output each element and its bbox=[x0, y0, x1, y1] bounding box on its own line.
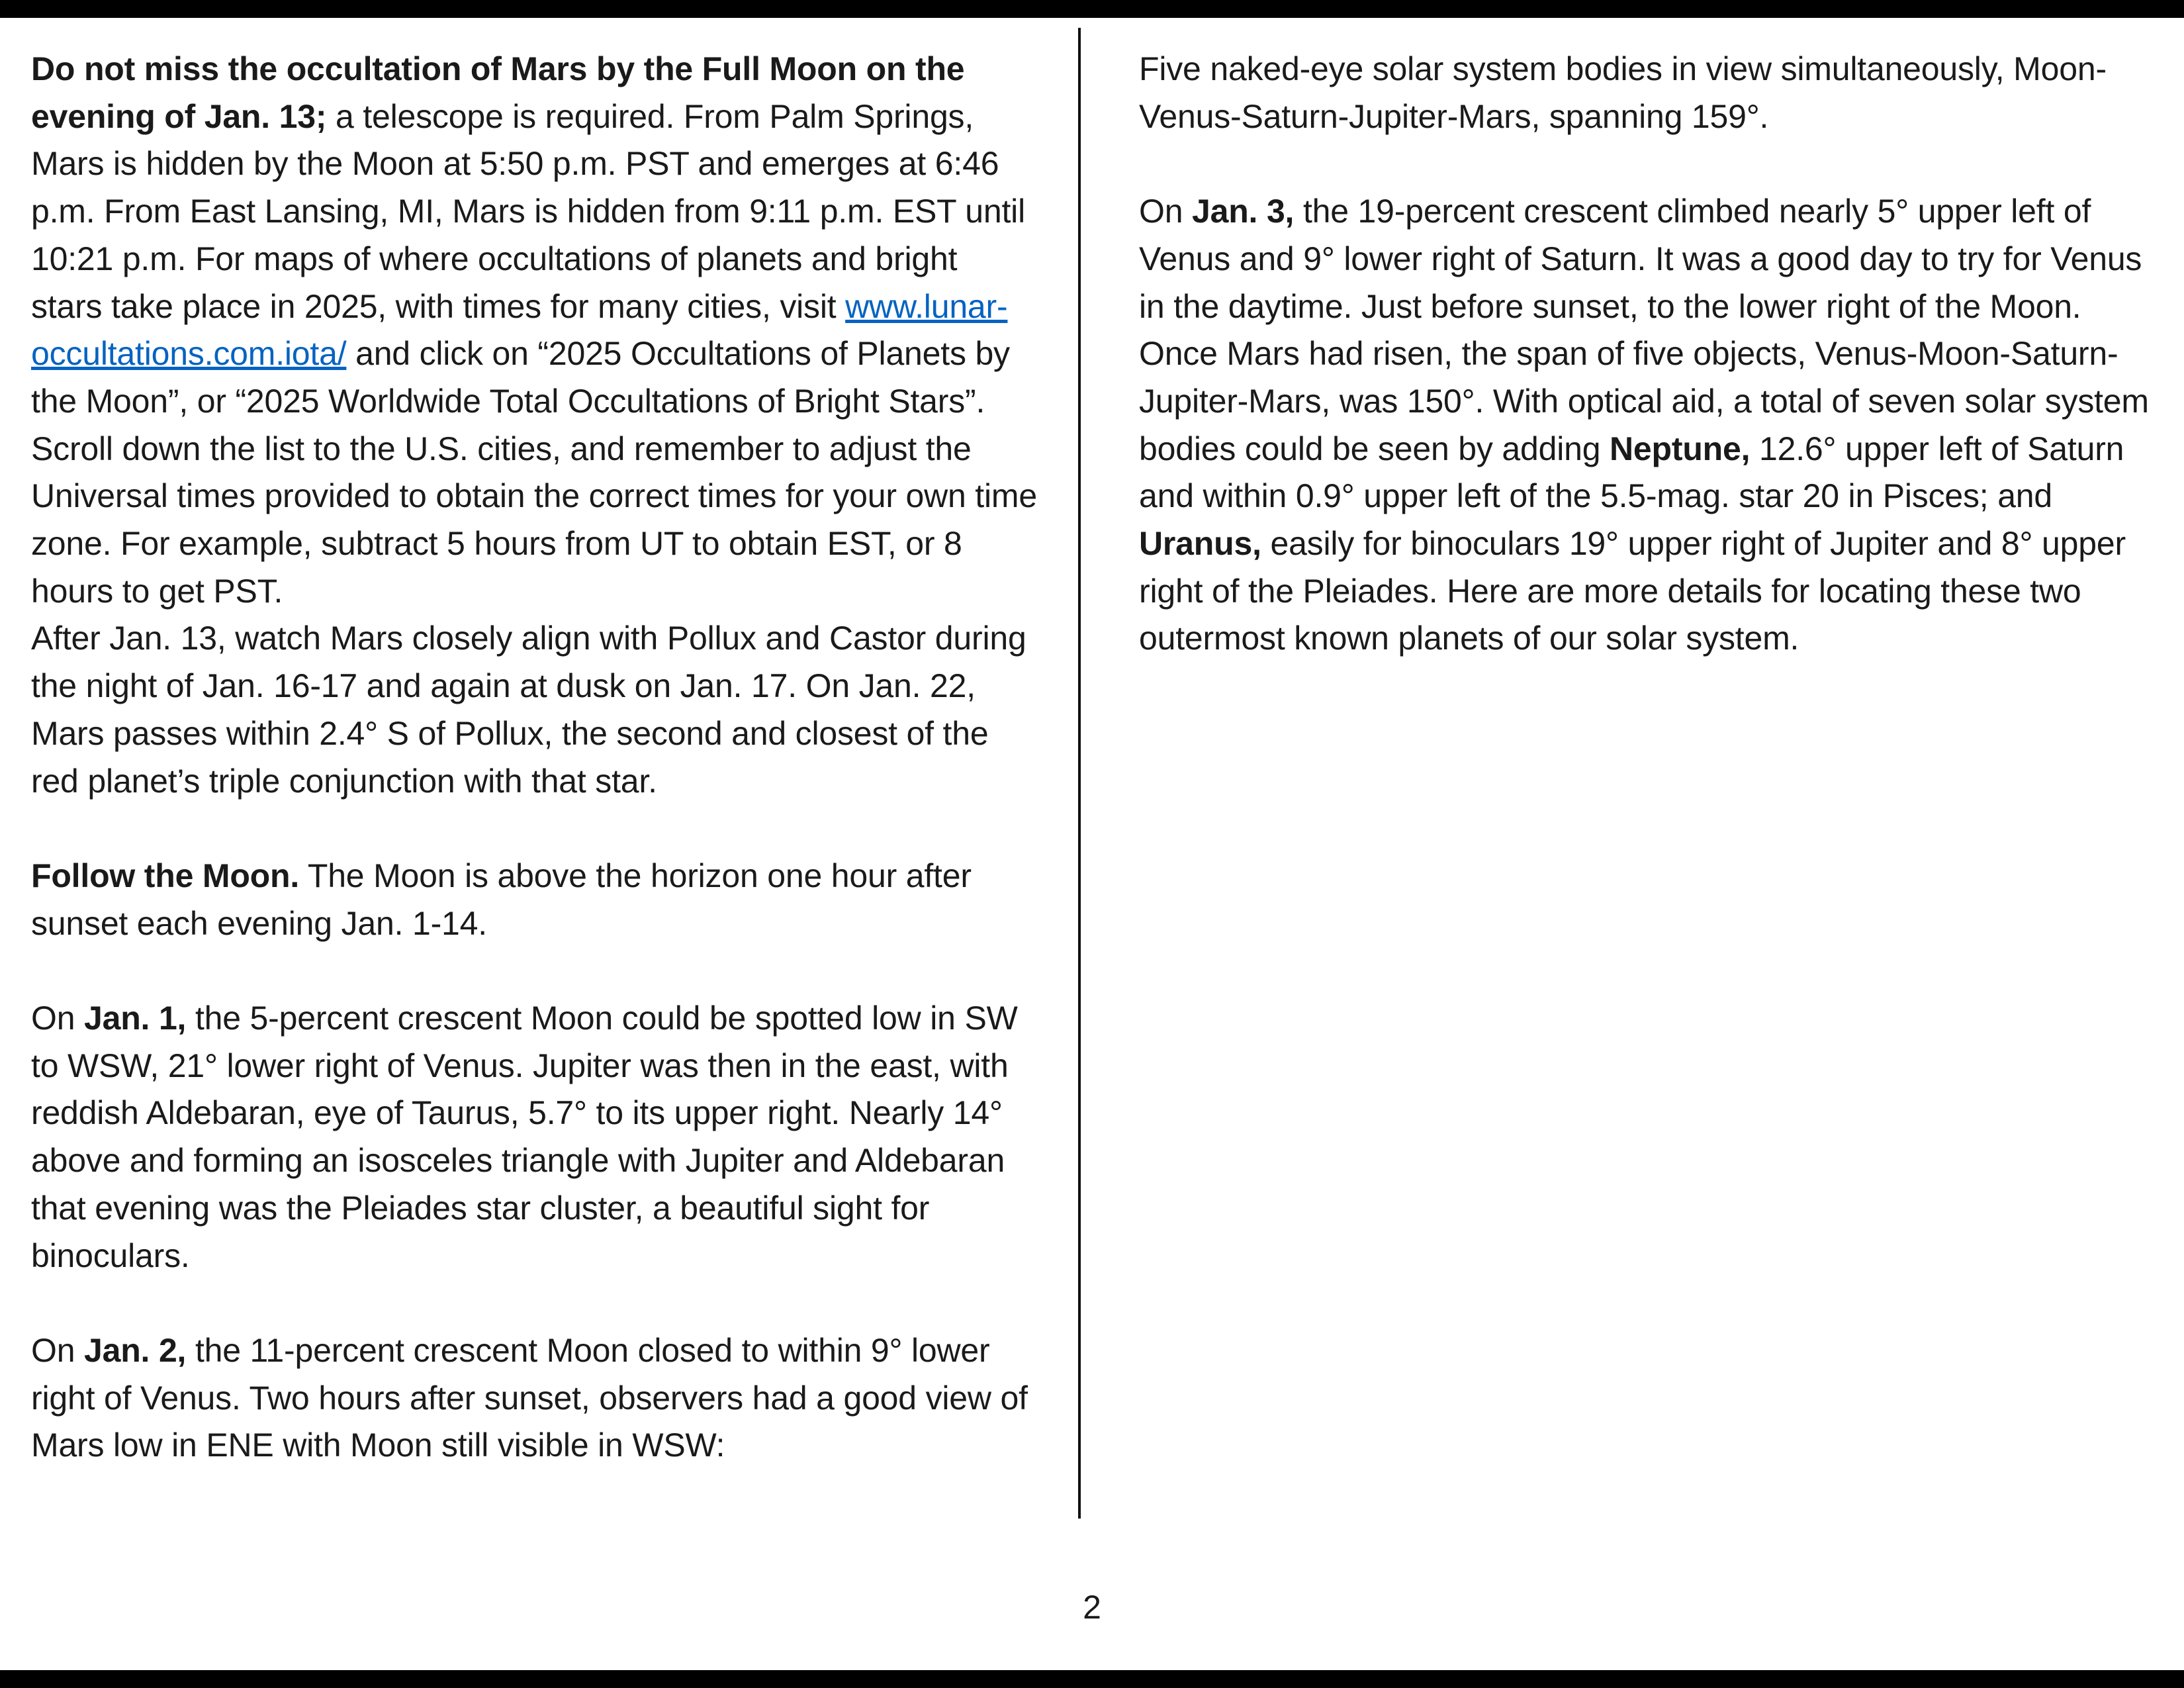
page-number: 2 bbox=[1083, 1589, 1101, 1626]
column-divider bbox=[1078, 28, 1081, 1519]
jan3-prefix: On bbox=[1139, 193, 1192, 230]
paragraph-gap bbox=[31, 805, 1037, 853]
jan3-text-c: easily for binoculars 19° upper right of Jupiter and 8° upper right of the Pleiades. Here are more details for locating these two outermost known planets of our solar system. bbox=[1139, 525, 2126, 657]
jan2-paragraph bbox=[31, 1327, 1037, 1470]
occultation-text-after-link: and click on “2025 Occultations of Planets by the Moon”, or “2025 Worldwide Total Occultations of Bright Stars”. Scroll down the list to the U.S. cities, and remember to adjust the Universal times provided to obtain the correct times for your own time zone. For example, subtract 5 hours from UT to obtain EST, or 8 hours to get PST. bbox=[31, 335, 1037, 610]
paragraph-gap bbox=[31, 1280, 1037, 1327]
occultation-bold-intro: Do not miss the occultation of Mars by the Full Moon on the evening of Jan. 13; bbox=[31, 50, 965, 135]
jan1-date: Jan. 1, bbox=[84, 1000, 187, 1037]
jan2-date: Jan. 2, bbox=[84, 1331, 187, 1369]
occultation-text-before-link: a telescope is required. From Palm Springs, Mars is hidden by the Moon at 5:50 p.m. PST and emerges at 6:46 p.m. From East Lansing, MI, Mars is hidden from 9:11 p.m. EST until 10:21 p.m. For maps of where occultations of planets and bright stars take place in 2025, with times for many cities, visit bbox=[31, 97, 1025, 325]
jan3-paragraph bbox=[1139, 188, 2158, 663]
continuation-paragraph: Five naked-eye solar system bodies in view simultaneously, Moon-Venus-Saturn-Jupiter-Mars, spanning 159°. bbox=[1139, 50, 2107, 135]
jan2-prefix: On bbox=[31, 1331, 84, 1369]
paragraph-gap bbox=[31, 947, 1037, 995]
follow-moon-heading: Follow the Moon. bbox=[31, 857, 300, 894]
right-column bbox=[1139, 46, 2158, 663]
follow-moon-paragraph bbox=[31, 853, 1037, 947]
follow-moon-text: The Moon is above the horizon one hour after sunset each evening Jan. 1-14. bbox=[31, 857, 972, 942]
paragraph-gap bbox=[1139, 140, 2158, 188]
after-jan13-paragraph: After Jan. 13, watch Mars closely align with Pollux and Castor during the night of Jan. 16-17 and again at dusk on Jan. 17. On Jan. 22, Mars passes within 2.4° S of Pollux, the second and closest of the red planet’s triple conjunction with that star. bbox=[31, 620, 1026, 800]
jan3-text-a: the 19-percent crescent climbed nearly 5° upper left of Venus and 9° lower right of Saturn. It was a good day to try for Venus in the daytime. Just before sunset, to the lower right of the Moon. Once Mars had risen, the span of five objects, Venus-Moon-Saturn-Jupiter-Mars, was 150°. With optical aid, a total of seven solar system bodies could be seen by adding bbox=[1139, 193, 2149, 467]
document-page bbox=[0, 18, 2184, 1670]
jan2-text: the 11-percent crescent Moon closed to within 9° lower right of Venus. Two hours after sunset, observers had a good view of Mars low in ENE with Moon still visible in WSW: bbox=[31, 1331, 1028, 1464]
jan1-prefix: On bbox=[31, 1000, 84, 1037]
jan1-text: the 5-percent crescent Moon could be spotted low in SW to WSW, 21° lower right of Venus. Jupiter was then in the east, with reddish Aldebaran, eye of Taurus, 5.7° to its upper right. Nearly 14° above and forming an isosceles triangle with Jupiter and Aldebaran that evening was the Pleiades star cluster, a beautiful sight for binoculars. bbox=[31, 1000, 1018, 1274]
jan3-text-b: 12.6° upper left of Saturn and within 0.9° upper left of the 5.5-mag. star 20 in Pisces; and bbox=[1139, 430, 2124, 515]
uranus-label: Uranus, bbox=[1139, 525, 1261, 563]
jan3-date: Jan. 3, bbox=[1192, 193, 1295, 230]
jan1-paragraph bbox=[31, 995, 1037, 1280]
lunar-occultations-link[interactable]: www.lunar-occultations.com.iota/ bbox=[31, 287, 1008, 373]
occultation-paragraph bbox=[31, 46, 1037, 615]
left-column bbox=[31, 46, 1037, 1470]
neptune-label: Neptune, bbox=[1610, 430, 1751, 467]
